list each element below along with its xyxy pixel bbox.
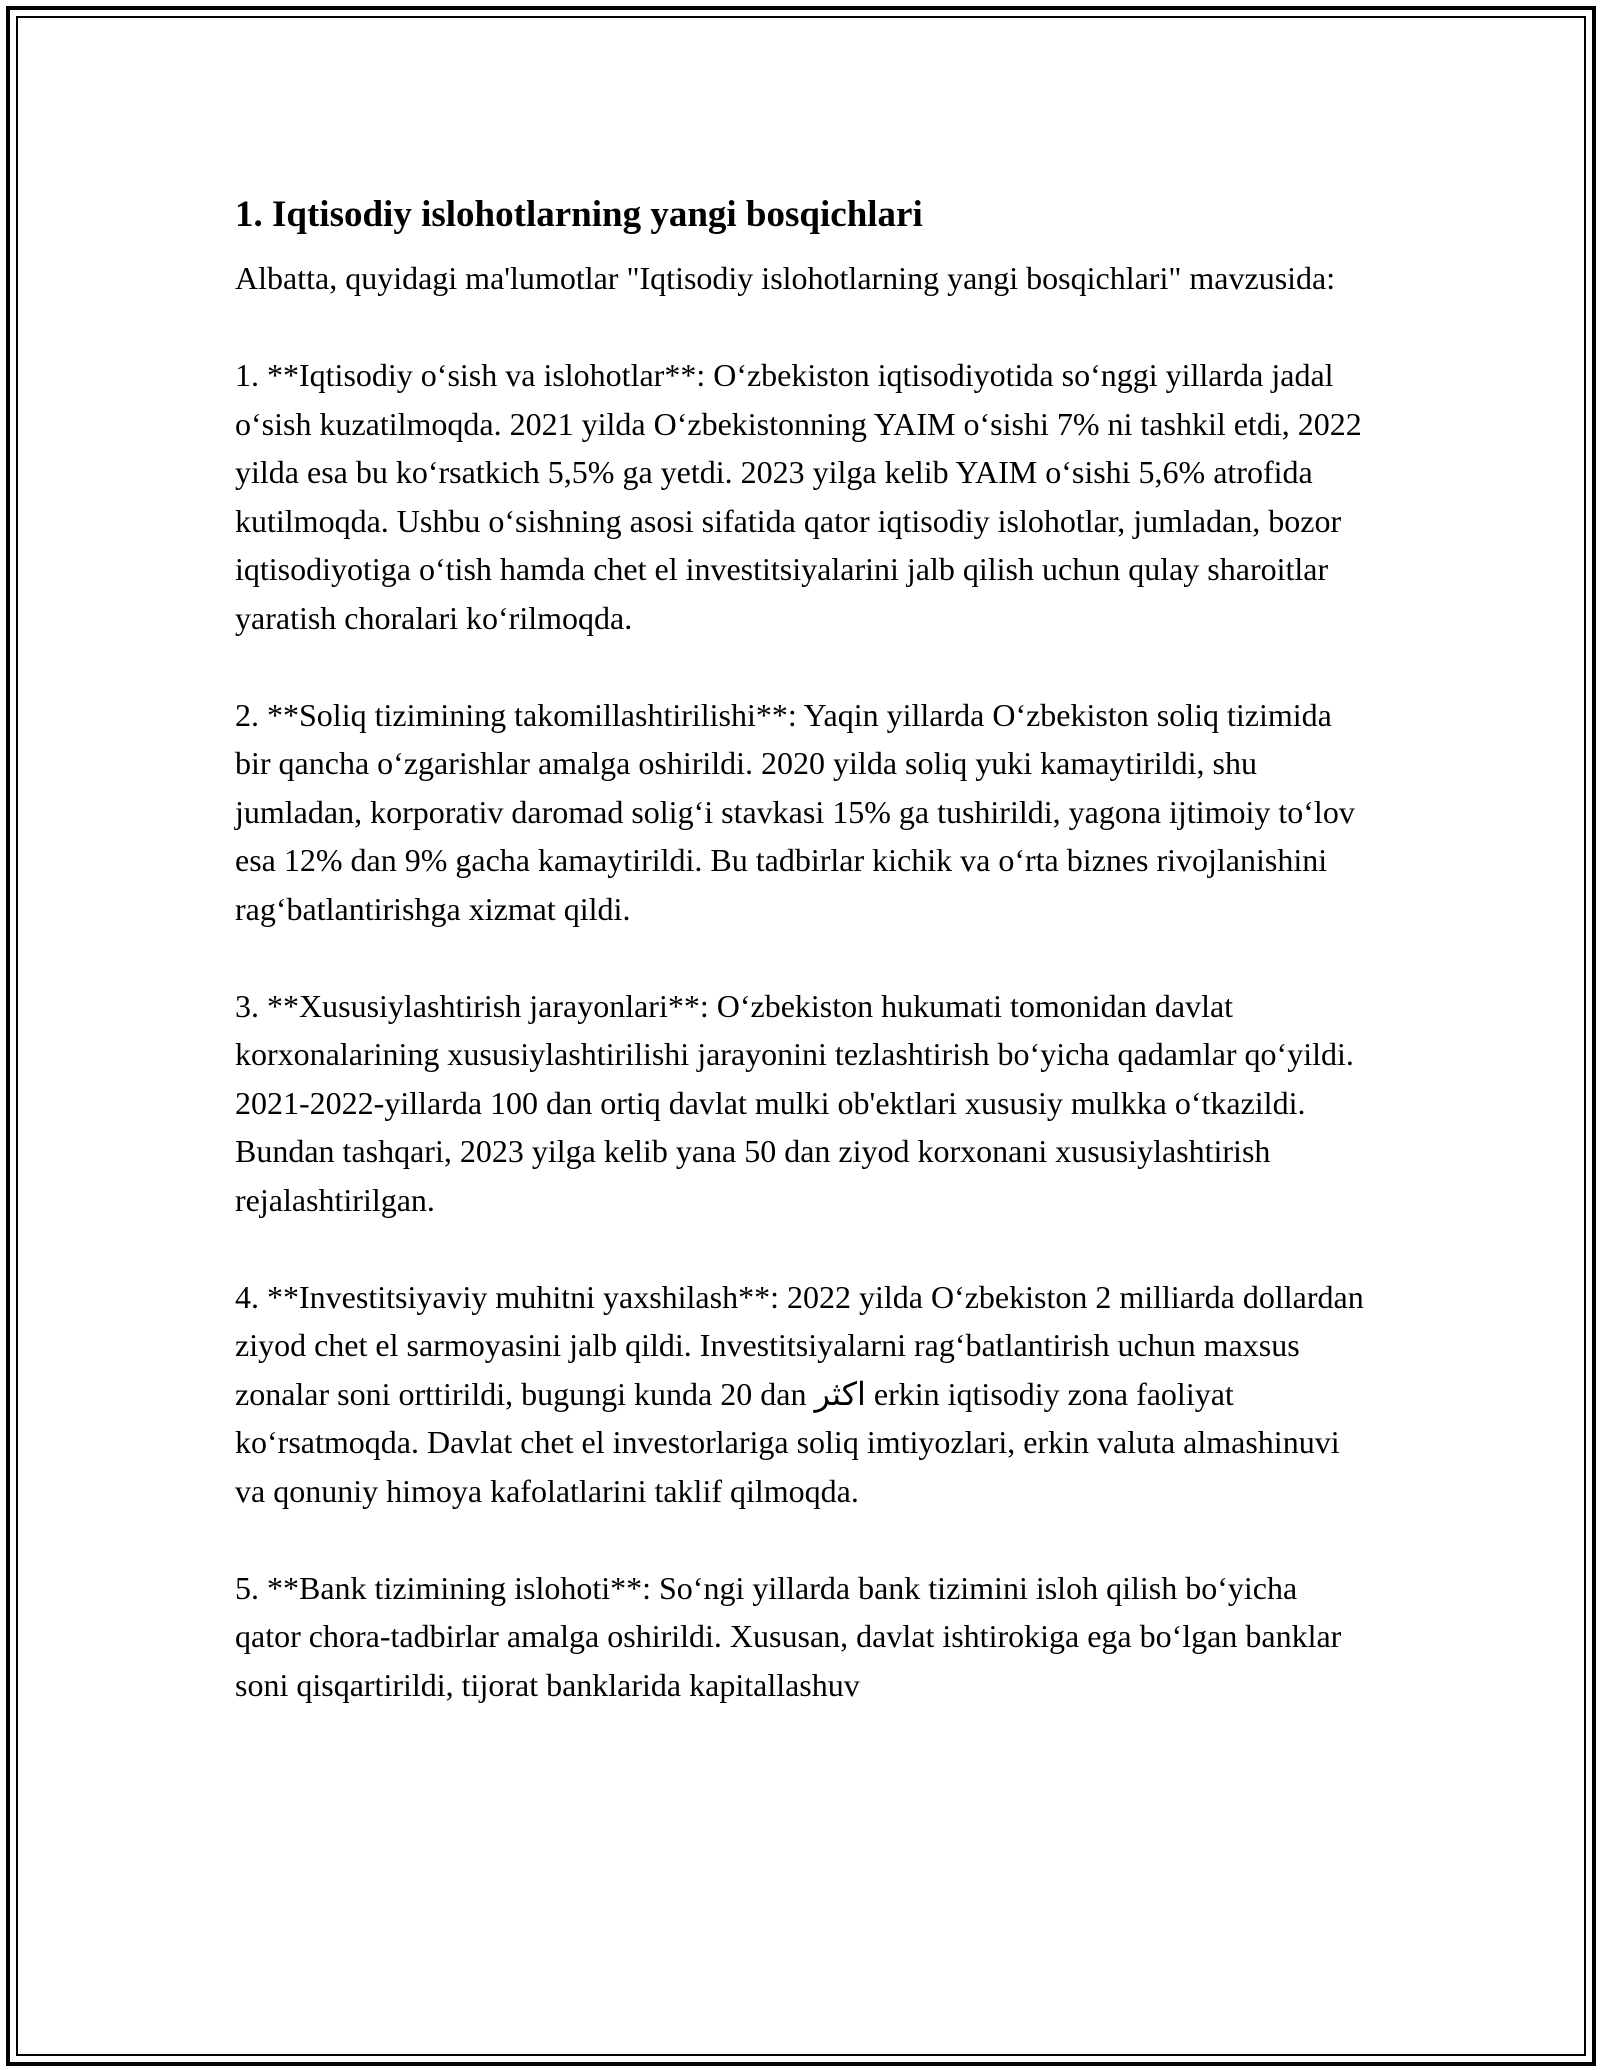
document-body	[235, 188, 1370, 1758]
list-item-5: 5. **Bank tizimining islohoti**: So‘ngi yillarda bank tizimini isloh qilish bo‘yicha qator chora-tadbirlar amalga oshirildi. Xususan, davlat ishtirokiga ega bo‘lgan banklar soni qisqartirildi, tijorat banklarida kapitallashuv	[235, 1569, 1342, 1703]
list-item-3: 3. **Xususiylashtirish jarayonlari**: O‘zbekiston hukumati tomonidan davlat korxonalarining xususiylashtirilishi jarayonini tezlashtirish bo‘yicha qadamlar qo‘yildi. 2021-2022-yillarda 100 dan ortiq davlat mulki ob'ektlari xususiy mulkka o‘tkazildi. Bundan tashqari, 2023 yilga kelib yana 50 dan ziyod korxonani xususiylashtirish rejalashtirilgan.	[235, 987, 1354, 1218]
document-title: 1. Iqtisodiy islohotlarning yangi bosqichlari	[235, 194, 923, 235]
list-item-2: 2. **Soliq tizimining takomillashtirilishi**: Yaqin yillarda O‘zbekiston soliq tizimida bir qancha o‘zgarishlar amalga oshirildi. 2020 yilda soliq yuki kamaytirildi, shu jumladan, korporativ daromad solig‘i stavkasi 15% ga tushirildi, yagona ijtimoiy to‘lov esa 12% dan 9% gacha kamaytirildi. Bu tadbirlar kichik va o‘rta biznes rivojlanishini rag‘batlantirishga xizmat qildi.	[235, 696, 1355, 927]
list-item-4: 4. **Investitsiyaviy muhitni yaxshilash**: 2022 yilda O‘zbekiston 2 milliarda dollardan ziyod chet el sarmoyasini jalb qildi. Investitsiyalarni rag‘batlantirish uchun maxsus zonalar soni orttirildi, bugungi kunda 20 dan اكثر erkin iqtisodiy zona faoliyat ko‘rsatmoqda. Davlat chet el investorlariga soliq imtiyozlari, erkin valuta almashinuvi va qonuniy himoya kafolatlarini taklif qilmoqda.	[235, 1278, 1364, 1509]
intro-paragraph: Albatta, quyidagi ma'lumotlar "Iqtisodiy islohotlarning yangi bosqichlari" mavzusida:	[235, 260, 1336, 296]
list-item-1: 1. **Iqtisodiy o‘sish va islohotlar**: O‘zbekiston iqtisodiyotida so‘nggi yillarda jadal o‘sish kuzatilmoqda. 2021 yilda O‘zbekistonning YAIM o‘sishi 7% ni tashkil etdi, 2022 yilda esa bu ko‘rsatkich 5,5% ga yetdi. 2023 yilga kelib YAIM o‘sishi 5,6% atrofida kutilmoqda. Ushbu o‘sishning asosi sifatida qator iqtisodiy islohotlar, jumladan, bozor iqtisodiyotiga o‘tish hamda chet el investitsiyalarini jalb qilish uchun qulay sharoitlar yaratish choralari ko‘rilmoqda.	[235, 357, 1362, 636]
